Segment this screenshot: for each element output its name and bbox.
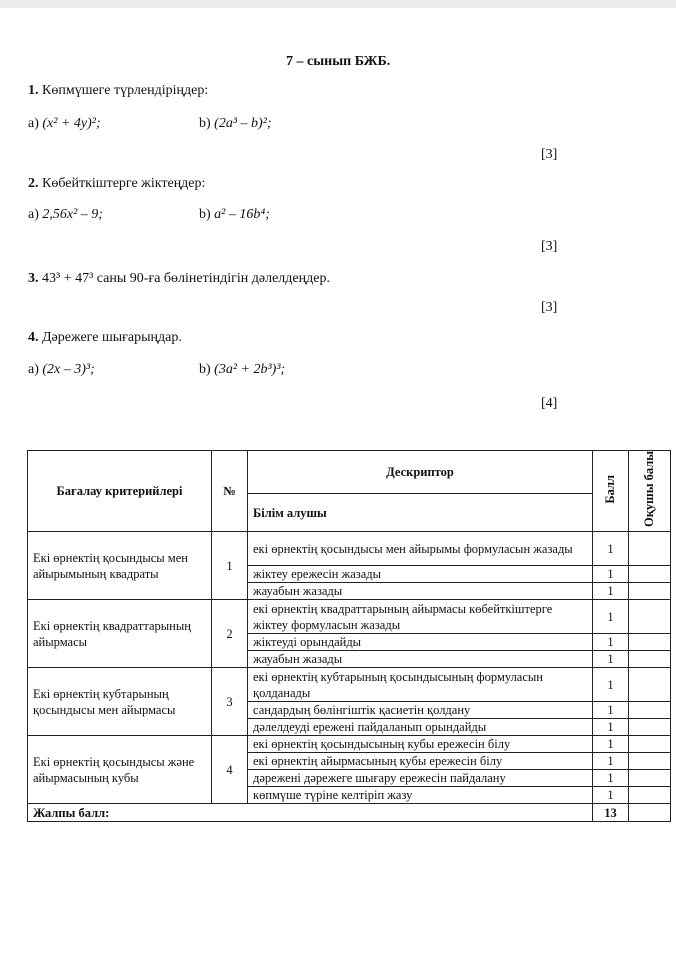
number-cell: 1 xyxy=(212,532,248,600)
table-row xyxy=(28,532,671,566)
question-3: 3. 43³ + 47³ саны 90-ға бөлінетіндігін дәлелдеңдер. xyxy=(28,271,330,286)
table-row xyxy=(28,600,671,634)
descriptor-cell: жіктеуді орындайды xyxy=(248,634,593,651)
total-student-score[interactable] xyxy=(629,804,671,822)
table-row xyxy=(28,736,671,753)
descriptor-cell: дәрежені дәрежеге шығару ережесін пайдалану xyxy=(248,770,593,787)
question-2-score: [3] xyxy=(541,239,558,254)
header-descriptor: Дескриптор xyxy=(248,451,593,494)
criteria-cell: Екі өрнектің қосындысы мен айырымының квадраты xyxy=(28,532,212,600)
question-4: 4. Дәрежеге шығарыңдар. xyxy=(28,330,182,345)
question-2-b: b) a² – 16b⁴; xyxy=(199,207,270,222)
header-student-score: Оқушы балы xyxy=(629,451,671,532)
total-score: 13 xyxy=(593,804,629,822)
question-1: 1. Көпмүшеге түрлендіріңдер: xyxy=(28,83,209,98)
assessment-table xyxy=(27,450,671,822)
descriptor-cell: жауабын жазады xyxy=(248,583,593,600)
student-score-cell[interactable] xyxy=(629,787,671,804)
score-cell: 1 xyxy=(593,651,629,668)
question-4-score: [4] xyxy=(541,396,558,411)
header-criteria: Бағалау критерийлері xyxy=(28,451,212,532)
descriptor-cell: дәлелдеуді ережені пайдаланып орындайды xyxy=(248,719,593,736)
student-score-cell[interactable] xyxy=(629,702,671,719)
top-bar xyxy=(0,0,676,8)
total-row xyxy=(28,804,671,822)
score-cell: 1 xyxy=(593,753,629,770)
student-score-cell[interactable] xyxy=(629,651,671,668)
student-score-cell[interactable] xyxy=(629,736,671,753)
question-1-score: [3] xyxy=(541,147,558,162)
score-cell: 1 xyxy=(593,702,629,719)
score-cell: 1 xyxy=(593,719,629,736)
question-3-score: [3] xyxy=(541,300,558,315)
student-score-cell[interactable] xyxy=(629,753,671,770)
student-score-cell[interactable] xyxy=(629,532,671,566)
student-score-cell[interactable] xyxy=(629,566,671,583)
table-row xyxy=(28,668,671,702)
question-1-a: a) (x² + 4y)²; xyxy=(28,116,101,131)
header-learner: Білім алушы xyxy=(248,494,593,532)
score-cell: 1 xyxy=(593,532,629,566)
descriptor-cell: сандардың бөлінгіштік қасиетін қолдану xyxy=(248,702,593,719)
number-cell: 4 xyxy=(212,736,248,804)
question-1-b: b) (2a³ – b)²; xyxy=(199,116,272,131)
header-number: № xyxy=(212,451,248,532)
total-label: Жалпы балл: xyxy=(28,804,593,822)
score-cell: 1 xyxy=(593,600,629,634)
header-score: Балл xyxy=(593,451,629,532)
criteria-cell: Екі өрнектің қосындысы және айырмасының кубы xyxy=(28,736,212,804)
question-2: 2. Көбейткіштерге жіктеңдер: xyxy=(28,176,206,191)
number-cell: 3 xyxy=(212,668,248,736)
page-title: 7 – сынып БЖБ. xyxy=(286,54,391,69)
score-cell: 1 xyxy=(593,770,629,787)
descriptor-cell: екі өрнектің квадраттарының айырмасы көбейткіштерге жіктеу формуласын жазады xyxy=(248,600,593,634)
criteria-cell: Екі өрнектің кубтарының қосындысы мен айырмасы xyxy=(28,668,212,736)
descriptor-cell: екі өрнектің қосындысы мен айырымы формуласын жазады xyxy=(248,532,593,566)
student-score-cell[interactable] xyxy=(629,668,671,702)
descriptor-cell: көпмүше түріне келтіріп жазу xyxy=(248,787,593,804)
descriptor-cell: екі өрнектің қосындысының кубы ережесін білу xyxy=(248,736,593,753)
student-score-cell[interactable] xyxy=(629,600,671,634)
student-score-cell[interactable] xyxy=(629,719,671,736)
score-cell: 1 xyxy=(593,668,629,702)
score-cell: 1 xyxy=(593,566,629,583)
number-cell: 2 xyxy=(212,600,248,668)
question-2-a: a) 2,56x² – 9; xyxy=(28,207,103,222)
student-score-cell[interactable] xyxy=(629,634,671,651)
score-cell: 1 xyxy=(593,787,629,804)
score-cell: 1 xyxy=(593,736,629,753)
descriptor-cell: жіктеу ережесін жазады xyxy=(248,566,593,583)
question-4-a: a) (2x – 3)³; xyxy=(28,362,95,377)
criteria-cell: Екі өрнектің квадраттарының айырмасы xyxy=(28,600,212,668)
score-cell: 1 xyxy=(593,583,629,600)
student-score-cell[interactable] xyxy=(629,770,671,787)
descriptor-cell: жауабын жазады xyxy=(248,651,593,668)
score-cell: 1 xyxy=(593,634,629,651)
descriptor-cell: екі өрнектің айырмасының кубы ережесін білу xyxy=(248,753,593,770)
question-4-b: b) (3a² + 2b³)³; xyxy=(199,362,286,377)
descriptor-cell: екі өрнектің кубтарының қосындысының формуласын қолданады xyxy=(248,668,593,702)
student-score-cell[interactable] xyxy=(629,583,671,600)
